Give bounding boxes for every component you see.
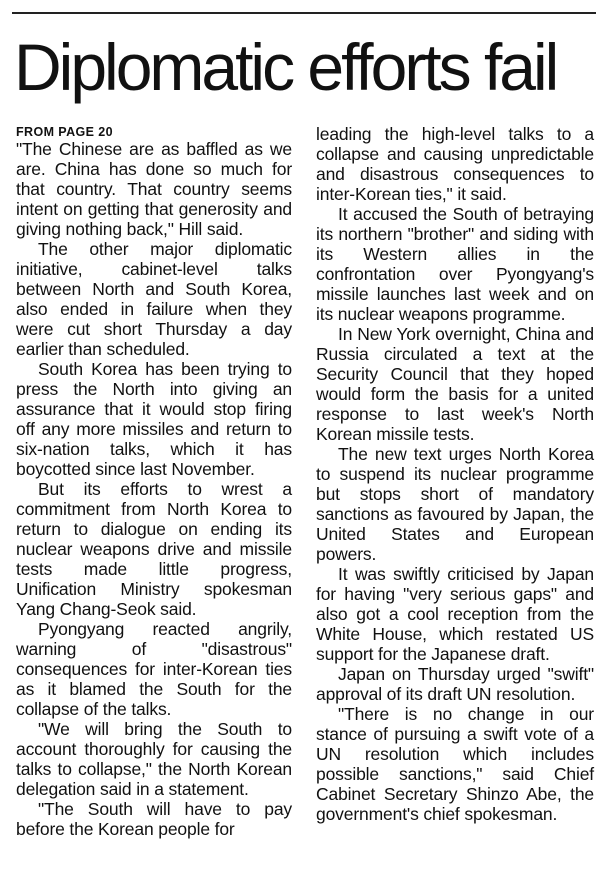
paragraph: Japan on Thursday urged "swift" approval of its draft UN resolution. bbox=[316, 664, 594, 704]
paragraph: It was swiftly criticised by Japan for having "very serious gaps" and also got a cool reception from the White House, which restated US support for the Japanese draft. bbox=[316, 564, 594, 664]
paragraph: "We will bring the South to account thoroughly for causing the talks to collapse," the North Korean delegation said in a statement. bbox=[16, 719, 292, 799]
right-column bbox=[316, 124, 594, 824]
paragraph: South Korea has been trying to press the North into giving an assurance that it would stop firing off any more missiles and return to six-nation talks, which it has boycotted since last November. bbox=[16, 359, 292, 479]
dateline: FROM PAGE 20 bbox=[16, 125, 113, 139]
paragraph: It accused the South of betraying its northern "brother" and siding with its Western allies in the confrontation over Pyongyang's missile launches last week and on its nuclear weapons programme. bbox=[316, 204, 594, 324]
paragraph: "There is no change in our stance of pursuing a swift vote of a UN resolution which includes possible sanctions," said Chief Cabinet Secretary Shinzo Abe, the government's chief spokesman. bbox=[316, 704, 594, 824]
paragraph: "The South will have to pay before the Korean people for bbox=[16, 799, 292, 839]
paragraph-continued: leading the high-level talks to a collapse and causing unpredictable and disastrous consequences to inter-Korean ties," it said. bbox=[316, 124, 594, 204]
paragraph: But its efforts to wrest a commitment from North Korea to return to dialogue on ending its nuclear weapons drive and missile tests made little progress, Unification Ministry spokesman Yang Chang-Seok said. bbox=[16, 479, 292, 619]
paragraph: In New York overnight, China and Russia circulated a text at the Security Council that they hoped would form the basis for a united response to last week's North Korean missile tests. bbox=[316, 324, 594, 444]
paragraph: Pyongyang reacted angrily, warning of "disastrous" consequences for inter-Korean ties as it blamed the South for the collapse of the talks. bbox=[16, 619, 292, 719]
headline: Diplomatic efforts fail bbox=[14, 30, 557, 104]
paragraph: The new text urges North Korea to suspend its nuclear programme but stops short of mandatory sanctions as favoured by Japan, the United States and European powers. bbox=[316, 444, 594, 564]
left-column bbox=[16, 124, 292, 839]
top-rule bbox=[12, 12, 596, 14]
paragraph: The other major diplomatic initiative, cabinet-level talks between North and South Korea, also ended in failure when they were cut short Thursday a day earlier than scheduled. bbox=[16, 239, 292, 359]
paragraph: "The Chinese are as baffled as we are. China has done so much for that country. That country seems intent on getting that generosity and giving nothing back," Hill said. bbox=[16, 139, 292, 239]
